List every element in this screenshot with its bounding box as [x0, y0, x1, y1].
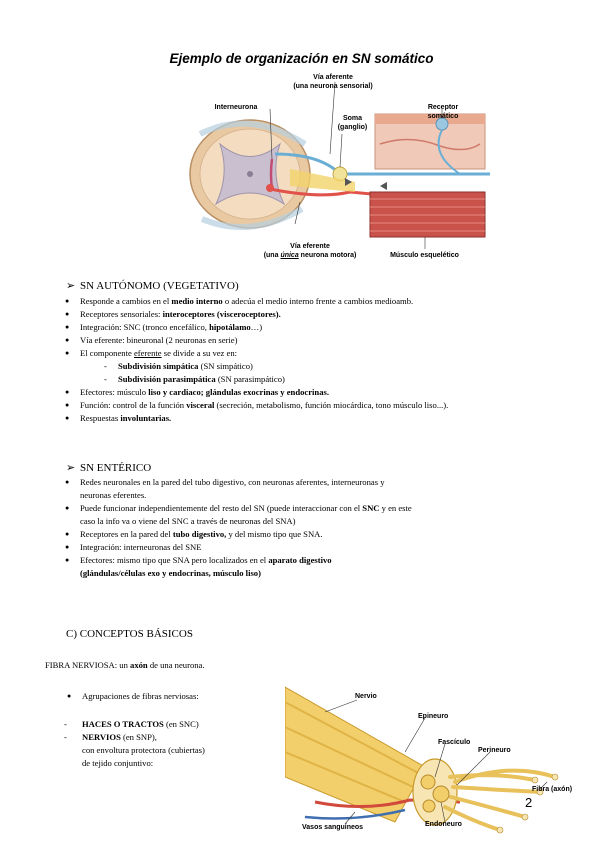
enterico-list: [65, 476, 580, 580]
page-number: 2: [525, 795, 533, 810]
agrupaciones-item: ● Agrupaciones de fibras nerviosas:: [67, 691, 199, 701]
list-item-continuation: caso la info va o viene del SNC a través de neuronas del SNA): [80, 516, 296, 526]
nerve-illustration: [285, 682, 585, 840]
list-item-continuation: neuronas eferentes.: [80, 490, 147, 500]
label-nervio: Nervio: [355, 693, 377, 700]
list-item: ● Respuestas involuntarias.: [65, 413, 172, 423]
list-item: ● Integración: interneuronas del SNE: [65, 542, 202, 552]
list-item: ● Puede funcionar independientemente del resto del SN (puede interaccionar con el SNC y en este: [65, 503, 412, 513]
list-item: ● El componente eferente se divide a su vez en:: [65, 348, 238, 358]
heading-conceptos: C) CONCEPTOS BÁSICOS: [66, 628, 193, 640]
list-item: - HACES O TRACTOS (en SNC): [64, 719, 199, 729]
heading-autonomo: ➢ SN AUTÓNOMO (VEGETATIVO): [66, 280, 239, 292]
tipos-list: [64, 718, 272, 770]
label-interneuron: Interneurona: [214, 104, 258, 111]
list-item: - NERVIOS (en SNP),: [64, 732, 157, 742]
label-perineuro: Perineuro: [478, 747, 511, 754]
list-item: ● Vía eferente: bineuronal (2 neuronas en serie): [65, 335, 238, 345]
list-item-continuation: de tejido conjuntivo:: [82, 758, 154, 768]
label-receptor: Receptor somático: [427, 104, 459, 120]
list-item: ● Receptores en la pared del tubo digestivo, y del mismo tipo que SNA.: [65, 529, 323, 539]
list-item: ● Efectores: mismo tipo que SNA pero localizados en el aparato digestivo: [65, 555, 332, 565]
autonomo-list: [65, 295, 580, 425]
label-fasciculo: Fascículo: [438, 739, 471, 746]
list-item: ● Función: control de la función visceral (secreción, metabolismo, función miocárdica, tono músculo liso...).: [65, 400, 449, 410]
label-fibra: Fibra (axón): [532, 786, 573, 793]
label-afferent: Vía aferente (una neurona sensorial): [293, 74, 373, 90]
list-item-continuation: (glándulas/células exo y endocrinas, músculo liso): [80, 568, 261, 578]
list-item: ● Receptores sensoriales: interoceptores (visceroceptores).: [65, 309, 281, 319]
list-item-continuation: con envoltura protectora (cubiertas): [82, 745, 205, 755]
label-vasos: Vasos sanguíneos: [302, 824, 364, 831]
figure-title: Ejemplo de organización en SN somático: [169, 51, 434, 66]
list-item: ● Responde a cambios en el medio interno o adecúa el medio interno frente a cambios medioamb.: [65, 296, 414, 306]
heading-enterico: ➢ SN ENTÉRICO: [66, 462, 152, 474]
label-endoneuro: Endoneuro: [425, 821, 462, 828]
label-epineuro: Epineuro: [418, 713, 449, 720]
list-item: ● Efectores: músculo liso y cardiaco; glándulas exocrinas y endocrinas.: [65, 387, 329, 397]
label-muscle: Músculo esquelético: [390, 252, 459, 259]
sub-list-item: - Subdivisión parasimpática (SN parasimpático): [104, 374, 285, 384]
fibra-definition: FIBRA NERVIOSA: un axón de una neurona.: [45, 660, 205, 670]
label-efferent: Vía eferente (una única neurona motora): [263, 243, 357, 259]
list-item: ● Integración: SNC (tronco encefálico, hipotálamo…): [65, 322, 263, 332]
list-item: ● Redes neuronales en la pared del tubo digestivo, con neuronas aferentes, interneuronas y: [65, 477, 385, 487]
sub-list-item: - Subdivisión simpática (SN simpático): [104, 361, 253, 371]
label-soma: Soma (ganglio): [337, 115, 368, 131]
